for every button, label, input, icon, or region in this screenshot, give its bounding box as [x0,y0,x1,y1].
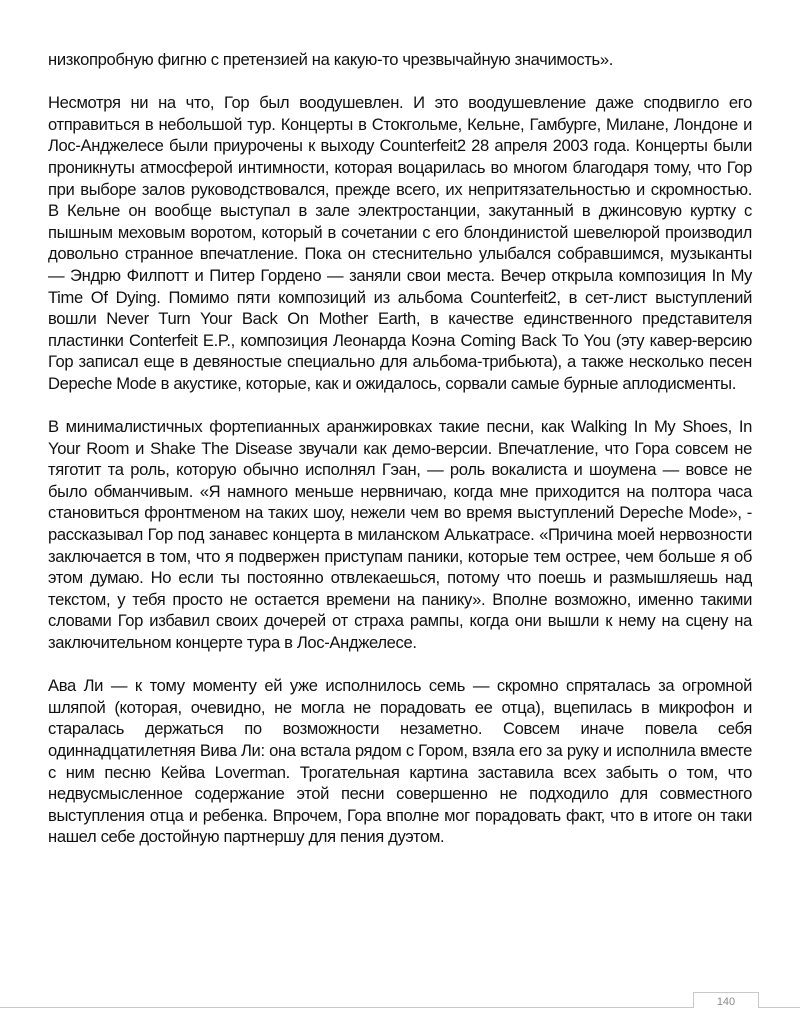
paragraph-tour: Несмотря ни на что, Гор был воодушевлен. И это воодушевление даже сподвигло его отправиться в небольшой тур. Концерты в Стокгольме, Кельне, Гамбурге, Милане, Лондоне и Лос-Анджелесе были приурочены к выходу Counterfeit2 28 апреля 2003 года. Концерты были проникнуты атмосферой интимности, которая воцарилась во многом благодаря тому, что Гор при выборе залов руководствовался, прежде всего, их непритязательностью и скромностью. В Кельне он вообще выступал в зале электростанции, закутанный в джинсовую куртку с пышным меховым воротом, который в сочетании с его блондинистой шевелюрой производил довольно странное впечатление. Пока он стеснительно улыбался собравшимся, музыканты — Эндрю Филпотт и Питер Гордено — заняли свои места. Вечер открыла композиция In My Time Of Dying. Помимо пяти композиций из альбома Counterfeit2, в сет-лист выступлений вошли Never Turn Your Back On Mother Earth, в качестве единственного представителя пластинки Conterfeit E.P., композиция Леонарда Коэна Coming Back To You (эту кавер-версию Гор записал еще в девяностые специально для альбома-трибьюта), а также несколько песен Depeche Mode в акустике, которые, как и ожидалось, сорвали самые бурные аплодисменты. [48,93,752,393]
page-number: 140 [693,992,759,1008]
body-text [48,49,752,870]
paragraph-continuation: низкопробную фигню с претензией на какую-то чрезвычайную значимость». [48,50,613,69]
footer-rule-left [0,1007,693,1008]
paragraph-daughters: Ава Ли — к тому моменту ей уже исполнилось семь — скромно спряталась за огромной шляпой (которая, очевидно, не могла не порадовать ее отца), вцепилась в микрофон и старалась держаться по возможности незаметно. Совсем иначе повела себя одиннадцатилетняя Вива Ли: она встала рядом с Гором, взяла его за руку и исполнила вместе с ним песню Кейва Loverman. Трогательная картина заставила всех забыть о том, что недвусмысленное содержание этой песни совершенно не подходило для совместного выступления отца и ребенка. Впрочем, Гора вполне мог порадовать факт, что в итоге он таки нашел себе достойную партнершу для пения дуэтом. [48,676,752,847]
footer-rule-right [758,1007,800,1008]
paragraph-piano-arrangements: В минималистичных фортепианных аранжировках такие песни, как Walking In My Shoes, In Your Room и Shake The Disease звучали как демо-версии. Впечатление, что Гора совсем не тяготит та роль, которую обычно исполнял Гэан, — роль вокалиста и шоумена — вовсе не было обманчивым. «Я намного меньше нервничаю, когда мне приходится на полтора часа становиться фронтменом на таких шоу, нежели чем во время выступлений Depeche Mode», - рассказывал Гор под занавес концерта в миланском Алькатрасе. «Причина моей нервозности заключается в том, что я подвержен приступам паники, которые тем острее, чем больше я об этом думаю. Но если ты постоянно отвлекаешься, потому что поешь и размышляешь над текстом, у тебя просто не остается времени на панику». Вполне возможно, именно такими словами Гор избавил своих дочерей от страха рампы, когда они вышли к нему на сцену на заключительном концерте тура в Лос-Анджелесе. [48,417,752,653]
